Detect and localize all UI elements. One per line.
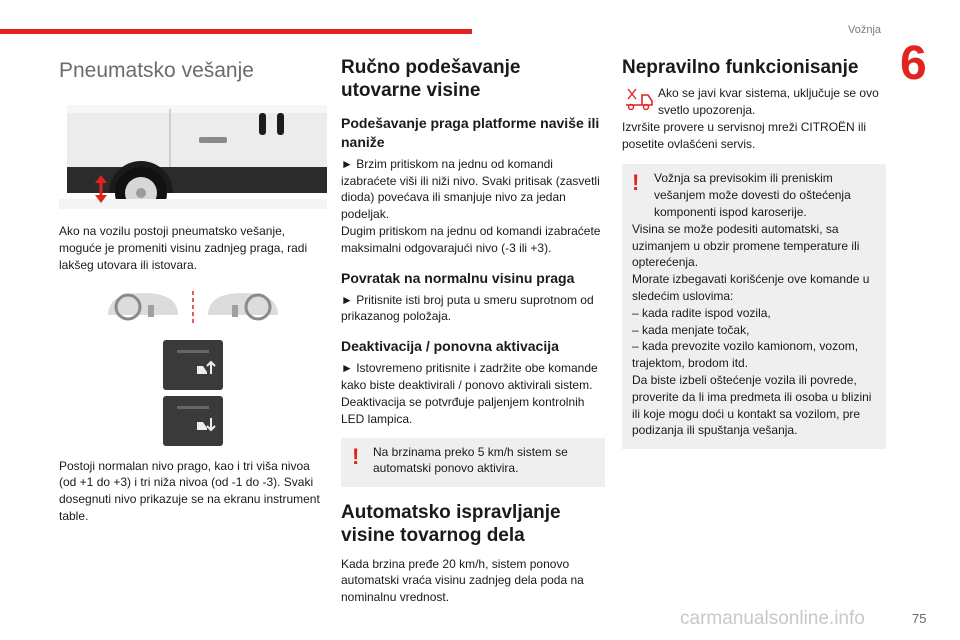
watermark: carmanualsonline.info — [680, 608, 865, 629]
warning-box-speed — [341, 438, 605, 488]
deactivation-text: ► Istovremeno pritisnite i zadržite obe komande kako biste deaktivirali / ponovo aktivirali sistem. — [341, 361, 598, 393]
suspension-up-switch-icon — [163, 340, 223, 390]
column-middle — [341, 56, 605, 606]
exclamation-icon: ! — [352, 443, 360, 469]
top-accent-bar — [0, 29, 472, 34]
exclamation-icon: ! — [632, 170, 640, 196]
subheading-raise-lower: Podešavanje praga platforme naviše ili naniže — [341, 115, 600, 150]
return-normal-text: ► Pritisnite isti broj puta u smeru suprotnom od prikazanog položaja. — [341, 292, 594, 324]
warn-line: – kada menjate točak, — [632, 322, 750, 337]
warn-line: Vožnja sa previsokim ili preniskim vešanjem može dovesti do oštećenja komponenti ispod karoserije. — [654, 171, 851, 219]
suspension-switches — [59, 340, 327, 446]
warn-line: – kada prevozite vozilo kamionom, vozom, trajektom, brodom itd. — [632, 339, 859, 371]
section-title-auto-correction: Automatsko ispravljanje visine tovarnog dela — [341, 502, 561, 547]
warn-line: Visina se može podesiti automatski, sa uzimanjem u obzir promene temperature ili opterećenja. — [632, 221, 860, 270]
auto-correction-text: Kada brzina pređe 20 km/h, sistem ponovo automatski vraća visinu zadnjeg dela poda na nominalnu vrednost. — [341, 556, 584, 605]
van-photo — [59, 103, 327, 209]
malfunction-service-text: Izvršite provere u servisnoj mreži CITROËN ili posetite ovlašćeni servis. — [622, 119, 867, 151]
malfunction-light-text: Ako se javi kvar sistema, uključuje se ovo svetlo upozorenja. — [658, 86, 879, 117]
warning-speed-text: Na brzinama preko 5 km/h sistem se automatski ponovo aktivira. — [373, 444, 568, 476]
deactivation-confirm-text: Deaktivacija se potvrđuje paljenjem kontrolnih LED lampica. — [341, 395, 585, 426]
column-right — [622, 56, 886, 449]
warning-light-icon — [622, 85, 654, 113]
page-number: 75 — [912, 611, 927, 626]
warn-line: Morate izbegavati korišćenje ove komande u sledećim uslovima: — [632, 272, 870, 303]
pneumatic-intro-text: Ako na vozilu postoji pneumatsko vešanje, moguće je promeniti visinu zadnjeg praga, radi lakšeg utovara ili istovara. — [59, 224, 308, 272]
level-description-text: Postoji normalan nivo prago, kao i tri viša nivoa (od +1 do +3) i tri niža nivoa (od -1 do -3). Svaki dosegnuti nivo prikazuje se na ekranu instrument table. — [59, 458, 320, 523]
chapter-number: 6 — [900, 37, 927, 90]
warning-box-suspension — [622, 164, 886, 449]
section-title-pneumatic: Pneumatsko vešanje — [59, 59, 254, 82]
steering-wheel-icon — [98, 287, 288, 327]
warn-line: – kada radite ispod vozila, — [632, 305, 771, 320]
section-title-malfunction: Nepravilno funkcionisanje — [622, 57, 859, 78]
subheading-deactivation: Deaktivacija / ponovna aktivacija — [341, 338, 559, 355]
suspension-down-switch-icon — [163, 396, 223, 446]
warn-line: Da biste izbeli oštećenje vozila ili povrede, proverite da li ima predmeta ili osoba u blizini ili koje mogu doći u kontakt sa vozilom, pre podizanja ili spuštanja vešanja. — [632, 372, 872, 438]
section-title-manual: Ručno podešavanje utovarne visine — [341, 57, 521, 102]
running-header: Vožnja — [848, 24, 882, 36]
column-left — [59, 56, 327, 525]
raise-lower-long-press-text: Dugim pritiskom na jednu od komandi izabraćete maksimalni odgovarajući nivo (-3 ili +3). — [341, 223, 601, 255]
subheading-return-normal: Povratak na normalnu visinu praga — [341, 269, 575, 286]
steering-wheel-icons — [59, 288, 327, 326]
raise-lower-text: ► Brzim pritiskom na jednu od komandi izabraćete viši ili niži nivo. Svaki pritisak (zasvetli dioda) povećava ili smanjuje nivo za jedan podeljak. — [341, 156, 600, 222]
malfunction-row — [622, 85, 886, 119]
